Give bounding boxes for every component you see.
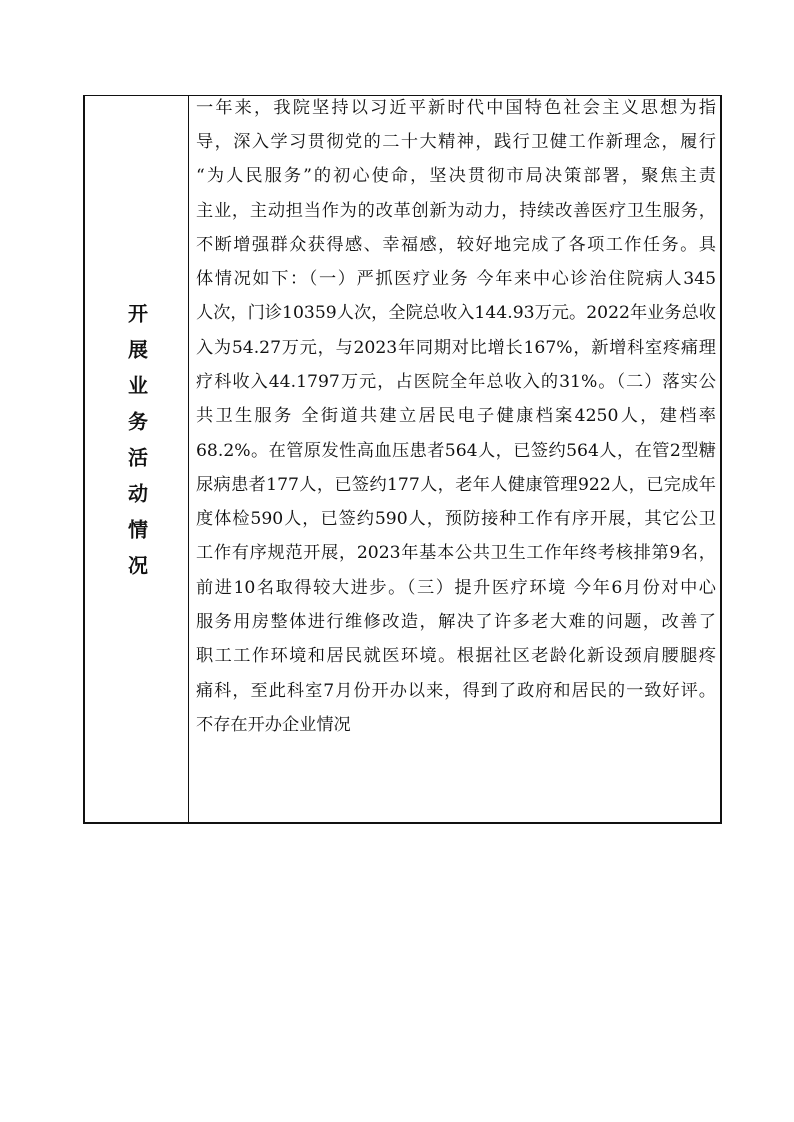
row-label-cell (85, 96, 188, 822)
content-line: 主业，主动担当作为的改革创新为动力，持续改善医疗卫生服务， (196, 201, 716, 221)
content-line: “为人民服务”的初心使命，坚决贯彻市局决策部署，聚焦主责 (196, 166, 716, 186)
content-line: 尿病患者177人，已签约177人，老年人健康管理922人，已完成年 (196, 475, 716, 495)
content-line: 共卫生服务 全街道共建立居民电子健康档案4250人，建档率 (196, 406, 716, 426)
content-line: 痛科，至此科室7月份开办以来，得到了政府和居民的一致好评。 (196, 681, 716, 701)
content-line: 不存在开办企业情况 (196, 715, 351, 735)
content-line: 68.2%。在管原发性高血压患者564人，已签约564人，在管2型糖 (196, 441, 716, 461)
content-line: 导，深入学习贯彻党的二十大精神，践行卫健工作新理念，履行 (196, 132, 716, 152)
content-line: 一年来，我院坚持以习近平新时代中国特色社会主义思想为指 (196, 98, 716, 118)
content-line: 服务用房整体进行维修改造，解决了许多老大难的问题，改善了 (196, 612, 716, 632)
content-line: 工作有序规范开展，2023年基本公共卫生工作年终考核排第9名， (196, 543, 716, 563)
report-table (83, 95, 722, 824)
content-line: 疗科收入44.1797万元，占医院全年总收入的31%。（二）落实公 (196, 372, 716, 392)
content-line: 人次，门诊10359人次，全院总收入144.93万元。2022年业务总收 (196, 303, 716, 323)
content-line: 不断增强群众获得感、幸福感，较好地完成了各项工作任务。具 (196, 235, 716, 255)
content-line: 体情况如下：（一）严抓医疗业务 今年来中心诊治住院病人345 (196, 269, 716, 289)
content-line: 前进10名取得较大进步。（三）提升医疗环境 今年6月份对中心 (196, 578, 716, 598)
content-line: 度体检590人，已签约590人，预防接种工作有序开展，其它公卫 (196, 509, 716, 529)
column-divider (188, 96, 189, 822)
content-line: 职工工作环境和居民就医环境。根据社区老龄化新设颈肩腰腿疼 (196, 646, 716, 666)
row-label: 开展业务活动情况 (124, 303, 149, 591)
content-line: 入为54.27万元，与2023年同期对比增长167%，新增科室疼痛理 (196, 338, 716, 358)
